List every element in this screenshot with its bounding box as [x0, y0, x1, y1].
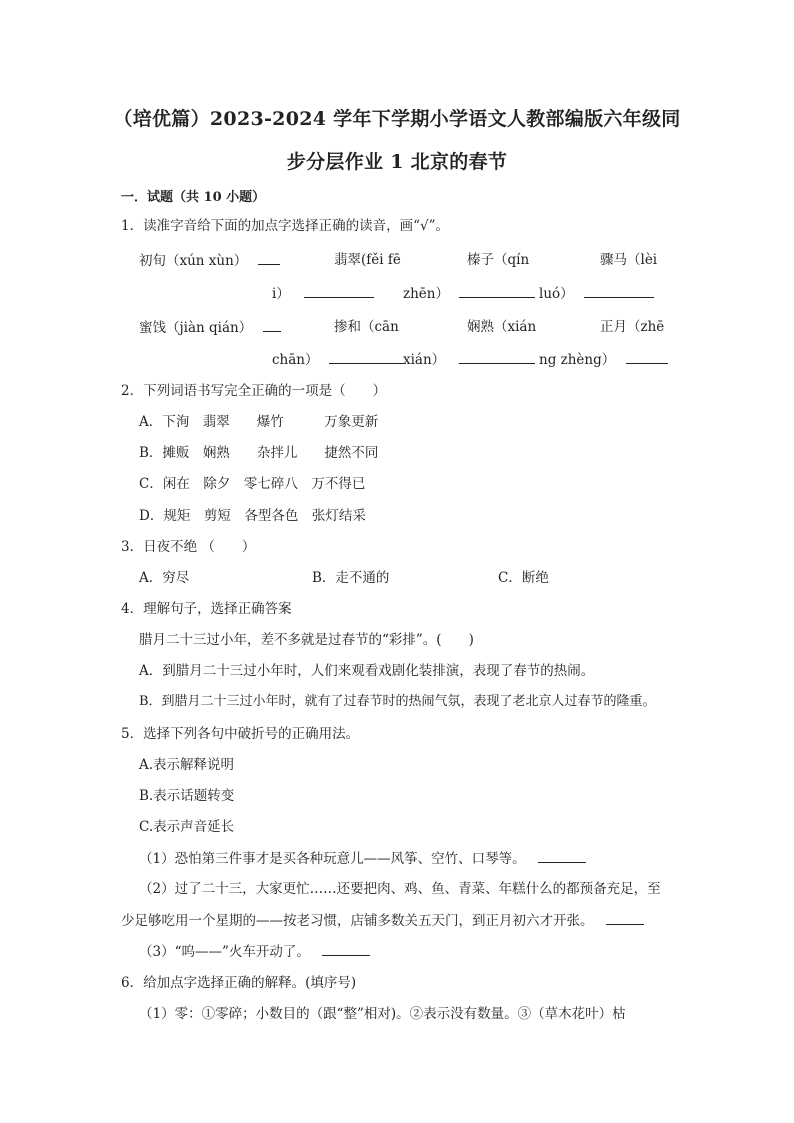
q1-stem: 1．读准字音给下面的加点字选择正确的读音，画“√”。: [121, 218, 449, 234]
q1-option-3: 榛子（qín: [467, 252, 530, 268]
q1-option-text: 蜜饯（jiàn qián）: [139, 320, 253, 336]
q4-sentence: 腊月二十三过小年，差不多就是过春节的“彩排”。( ): [139, 632, 474, 648]
q5-stem: 5．选择下列各句中破折号的正确用法。: [121, 726, 360, 742]
q5-item-text: 少足够吃用一个星期的——按老习惯，店铺多数关五天门，到正月初六才开张。: [121, 913, 594, 929]
q1-option-2: 翡翠(fěi fē: [334, 252, 401, 268]
answer-blank[interactable]: [459, 283, 535, 298]
q6-stem: 6．给加点字选择正确的解释。(填序号): [121, 975, 357, 991]
q1-option-text: ng zhèng）: [539, 352, 616, 368]
q5-option-a: A.表示解释说明: [139, 757, 235, 773]
q4-stem: 4．理解句子，选择正确答案: [121, 601, 292, 617]
q5-item-text: （1）恐怕第三件事才是买各种玩意儿——风筝、空竹、口琴等。: [139, 851, 526, 867]
q2-option-c[interactable]: C．闲在 除夕 零七碎八 万不得已: [139, 476, 366, 492]
q1-option-4: 骤马（lèi: [600, 252, 658, 268]
answer-blank[interactable]: [459, 349, 535, 364]
q4-option-b[interactable]: B．到腊月二十三过小年时，就有了过春节时的热闹气氛，表现了老北京人过春节的隆重。: [139, 694, 656, 709]
q1-option-text: zhēn）: [403, 286, 449, 302]
q1-option-text: xián）: [403, 352, 446, 368]
answer-blank[interactable]: [626, 349, 668, 364]
q1-option-5: [139, 317, 281, 338]
q4-option-a[interactable]: A．到腊月二十三过小年时，人们来观看戏剧化装排演，表现了春节的热闹。: [139, 663, 595, 679]
document-title-line-2: 步分层作业 1 北京的春节: [286, 151, 508, 173]
q1-option-7-cont: [403, 349, 535, 370]
q2-stem: 2．下列词语书写完全正确的一项是（ ）: [121, 383, 387, 399]
q5-item-2-cont: [121, 910, 644, 931]
q1-option-text: 初旬（xún xùn）: [139, 253, 248, 269]
q1-option-4-cont: [539, 283, 654, 304]
q1-option-text: luó）: [539, 286, 574, 302]
q5-item-2: （2）过了二十三，大家更忙……还要把肉、鸡、鱼、青菜、年糕什么的都预备充足，至: [139, 881, 661, 897]
q3-option-c[interactable]: C．断绝: [498, 570, 549, 586]
answer-blank[interactable]: [263, 317, 281, 332]
q1-option-8-cont: [539, 349, 668, 370]
answer-blank[interactable]: [606, 910, 644, 925]
q5-option-b: B.表示话题转变: [139, 788, 235, 804]
q1-option-text: i）: [272, 286, 290, 302]
answer-blank[interactable]: [258, 250, 280, 265]
q1-option-2-cont: [272, 283, 374, 304]
q2-option-d[interactable]: D．规矩 剪短 各型各色 张灯结采: [139, 508, 366, 524]
document-title-line-1: （培优篇）2023-2024 学年下学期小学语文人教部编版六年级同: [113, 108, 681, 130]
q1-option-3-cont: [403, 283, 535, 304]
answer-blank[interactable]: [538, 848, 586, 863]
q5-option-c: C.表示声音延长: [139, 819, 235, 835]
q1-option-text: chān）: [272, 352, 319, 368]
q1-option-6-cont: [272, 349, 405, 370]
q3-stem: 3．日夜不绝 （ ）: [121, 539, 256, 555]
q1-option-1: [139, 250, 280, 271]
q1-option-8: 正月（zhē: [600, 319, 665, 335]
q3-option-a[interactable]: A．穷尽: [139, 570, 190, 586]
q5-item-3: [139, 941, 370, 962]
q3-option-b[interactable]: B．走不通的: [312, 570, 390, 586]
q6-item-1: （1）零：①零碎；小数目的（跟“整”相对)。②表示没有数量。③（草木花叶）枯: [139, 1006, 626, 1022]
q1-option-7: 娴熟（xián: [467, 319, 537, 335]
answer-blank[interactable]: [304, 283, 374, 298]
q2-option-b[interactable]: B．摊贩 娴熟 杂拌儿 捷然不同: [139, 445, 379, 461]
answer-blank[interactable]: [322, 941, 370, 956]
q5-item-1: [139, 848, 586, 869]
q1-option-6: 掺和（cān: [334, 319, 399, 335]
answer-blank[interactable]: [584, 283, 654, 298]
answer-blank[interactable]: [329, 349, 405, 364]
q2-option-a[interactable]: A．下洵 翡翠 爆竹 万象更新: [139, 414, 379, 430]
section-header: 一．试题（共 10 小题）: [121, 190, 266, 205]
q5-item-text: （3）“呜——”火车开动了。: [139, 944, 310, 960]
